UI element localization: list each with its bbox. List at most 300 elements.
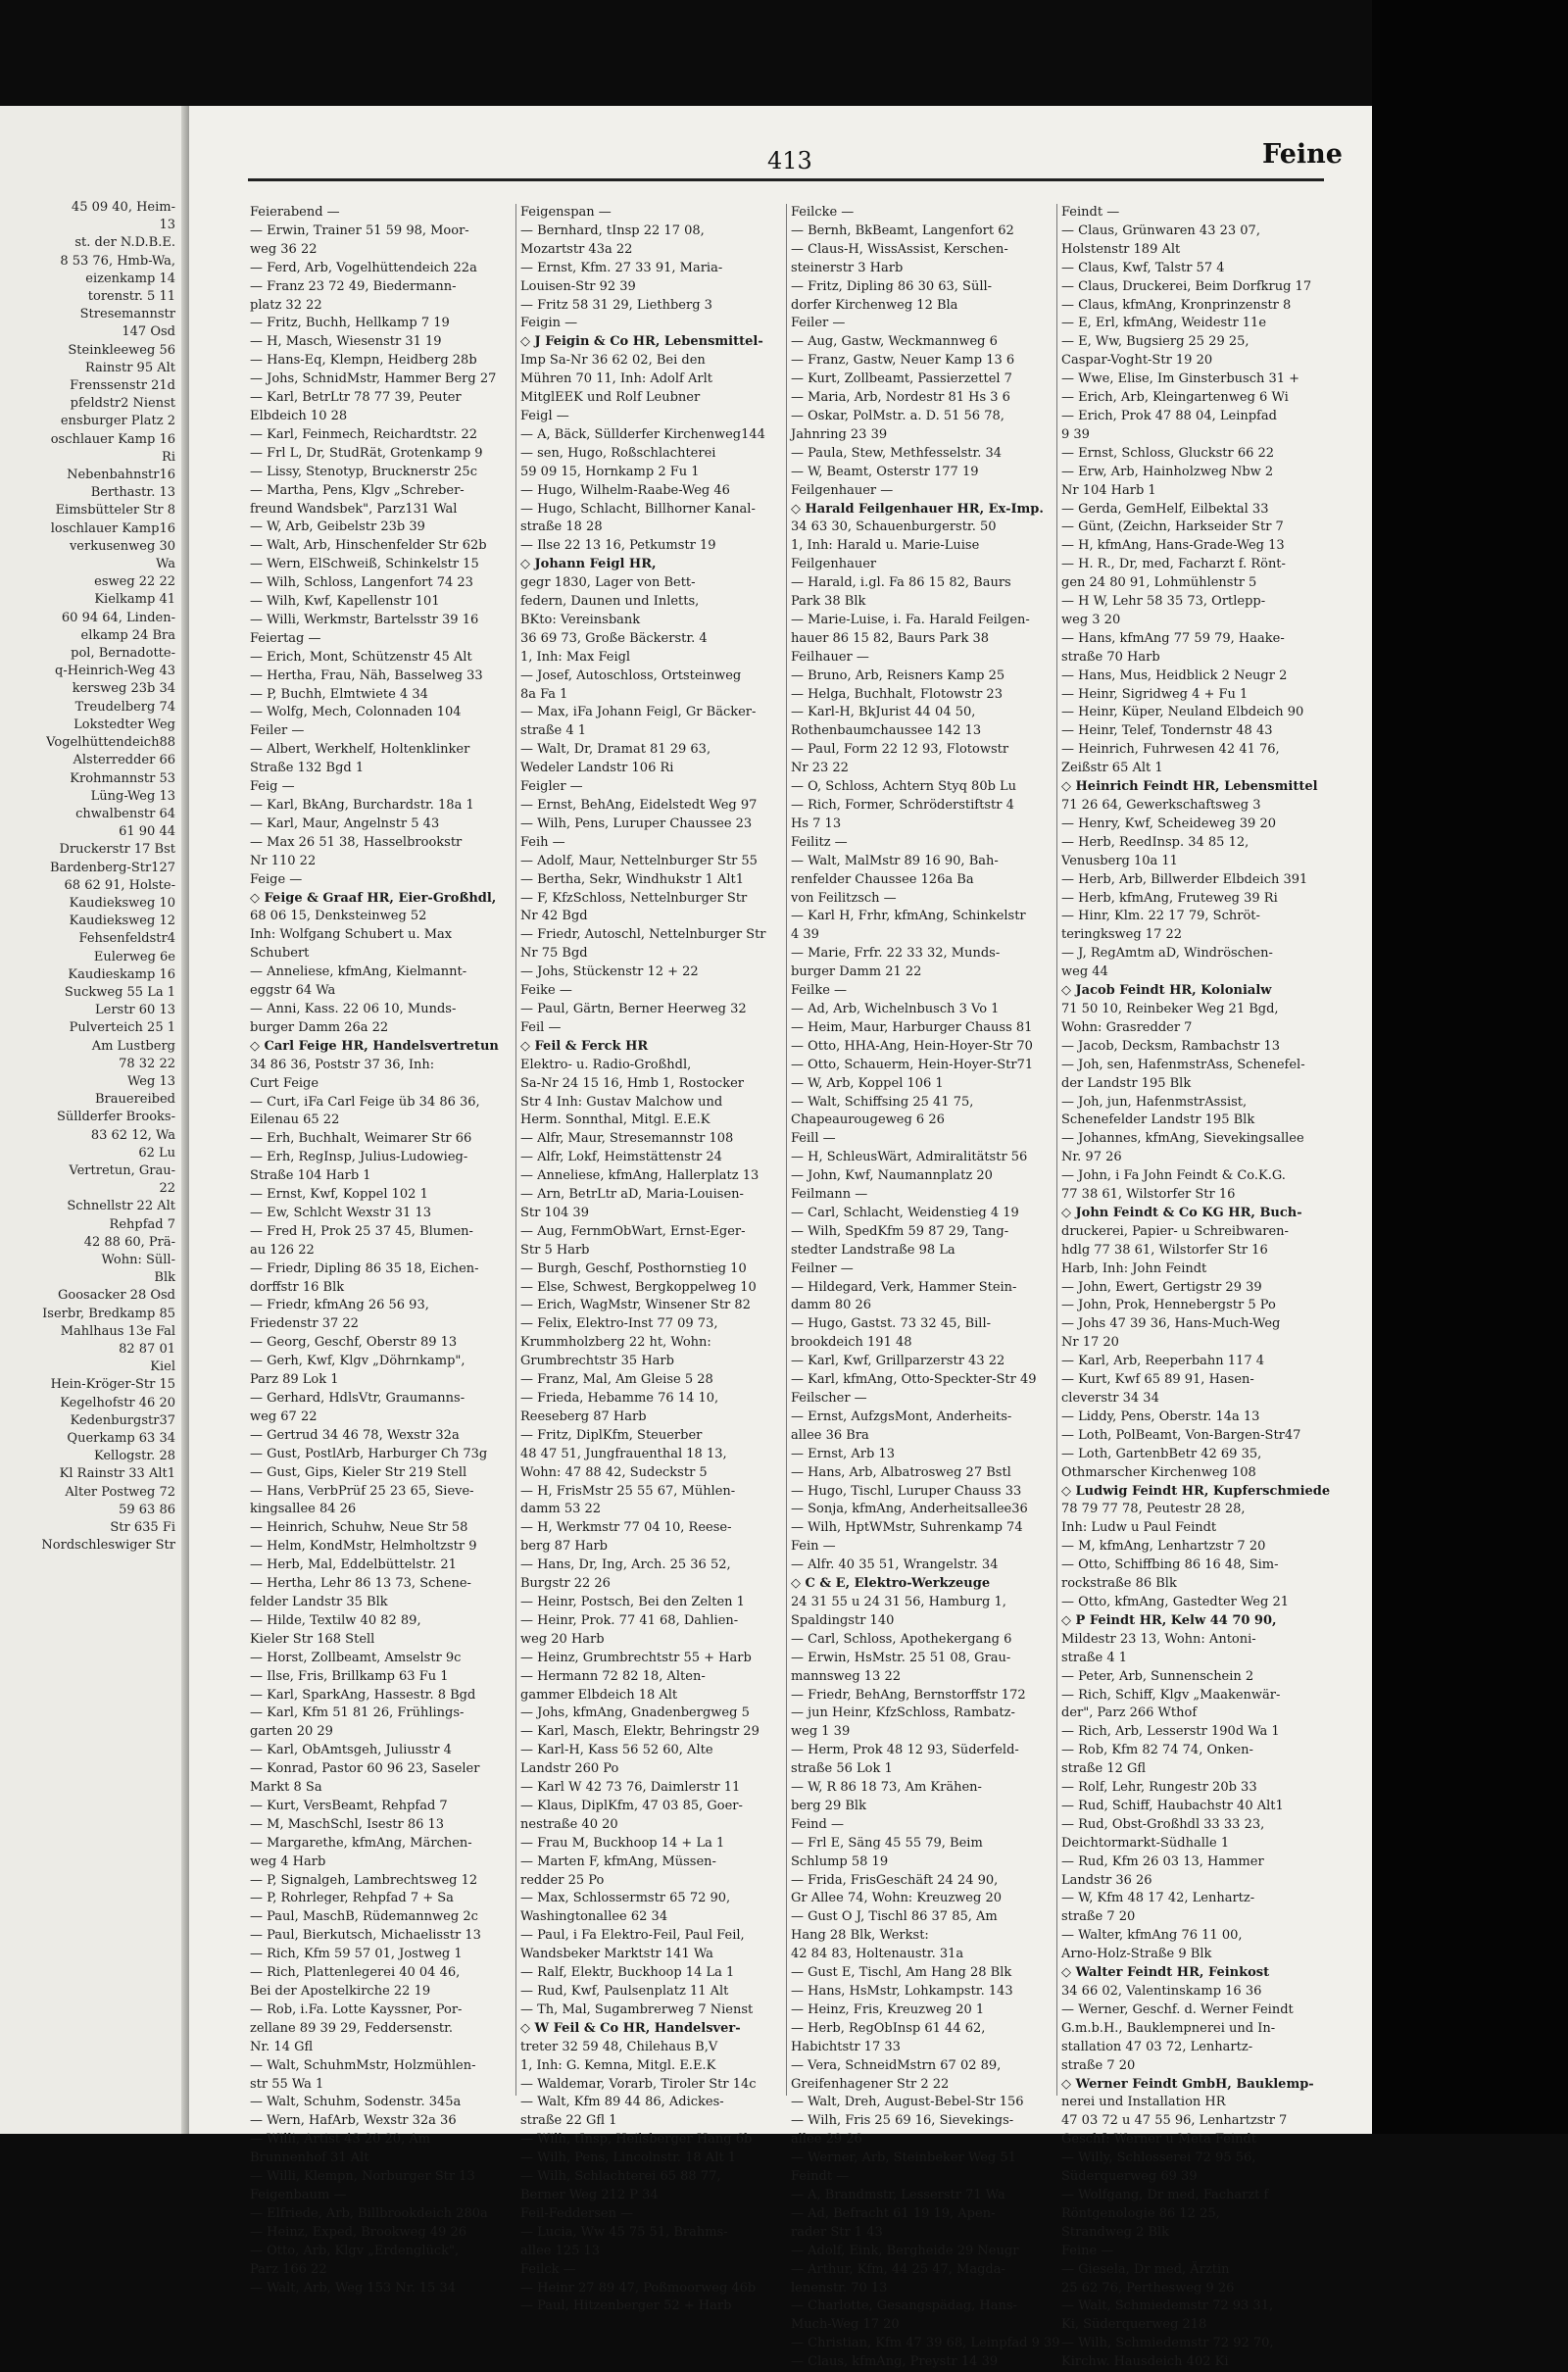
directory-entry: treter 32 59 48, Chilehaus B,V xyxy=(520,2039,718,2054)
directory-entry: Feigenbaum — xyxy=(250,2187,347,2202)
directory-entry: weg 44 xyxy=(1061,964,1108,980)
directory-entry: — Wolfgang, Dr med, Facharzt f xyxy=(1061,2187,1269,2202)
directory-entry: Mildestr 23 13, Wohn: Antoni- xyxy=(1061,1631,1256,1647)
directory-entry: — Johannes, kfmAng, Sievekingsallee xyxy=(1061,1131,1304,1147)
directory-entry: — J, RegAmtm aD, Windröschen- xyxy=(1061,946,1273,962)
directory-entry: Parz 89 Lok 1 xyxy=(250,1372,339,1388)
directory-entry: — Ad, Arb, Wichelnbusch 3 Vo 1 xyxy=(791,1001,1000,1016)
directory-entry: Feil-Feddersen — xyxy=(520,2205,634,2221)
directory-entry: Nr 75 Bgd xyxy=(520,946,588,962)
left-page-line: Fehsenfeldstr4 xyxy=(78,931,175,947)
directory-entry: Much-Weg 17 20 xyxy=(791,2317,900,2333)
directory-entry: ◇ J Feigin & Co HR, Lebensmittel- xyxy=(520,334,763,350)
directory-entry: — Ilse, Fris, Brillkamp 63 Fu 1 xyxy=(250,1668,449,1684)
directory-entry: — Karl, Kwf, Grillparzerstr 43 22 xyxy=(791,1354,1005,1369)
directory-entry: 68 06 15, Denksteinweg 52 xyxy=(250,909,427,924)
directory-entry: Jahnring 23 39 xyxy=(791,426,888,442)
directory-entry: — Marie, Frfr. 22 33 32, Munds- xyxy=(791,946,1001,962)
directory-entry: — Wwe, Elise, Im Ginsterbusch 31 + xyxy=(1061,371,1300,387)
directory-entry: Markt 8 Sa xyxy=(250,1780,322,1796)
left-page-line: 68 62 91, Holste- xyxy=(64,877,175,893)
directory-entry: — sen, Hugo, Roßschlachterei xyxy=(520,445,716,461)
directory-entry: — W, R 86 18 73, Am Krähen- xyxy=(791,1780,982,1796)
directory-entry: — Karl-H, Kass 56 52 60, Alte xyxy=(520,1743,713,1758)
left-page-line: elkamp 24 Bra xyxy=(80,627,175,643)
directory-entry: — A, Brandmstr, Lesserstr 71 Wa xyxy=(791,2187,1005,2202)
directory-entry: — Th, Mal, Sugambrerweg 7 Nienst xyxy=(520,2001,754,2017)
directory-entry: — Frl L, Dr, StudRät, Grotenkamp 9 xyxy=(250,445,483,461)
left-page-line: 22 xyxy=(159,1181,175,1197)
left-page-line: Kl Rainstr 33 Alt1 xyxy=(59,1466,175,1482)
directory-entry: von Feilitzsch — xyxy=(791,890,897,906)
left-page-line: Lüng-Weg 13 xyxy=(90,788,175,804)
directory-entry: — Johs, SchnidMstr, Hammer Berg 27 xyxy=(250,371,497,387)
directory-entry: — Wilh, Pens, Lincolnstr. 18 Alt 1 xyxy=(520,2150,736,2166)
directory-entry: Feige — xyxy=(250,871,303,887)
left-page-line: kersweg 23b 34 xyxy=(72,681,175,697)
directory-entry: — F, KfzSchloss, Nettelnburger Str xyxy=(520,890,748,906)
directory-entry: steinerstr 3 Harb xyxy=(791,260,904,275)
directory-entry: Feigl — xyxy=(520,408,569,423)
directory-entry: — Erich, Arb, Kleingartenweg 6 Wi xyxy=(1061,390,1289,406)
directory-entry: — P, Signalgeh, Lambrechtsweg 12 xyxy=(250,1872,478,1888)
directory-entry: — Georg, Geschf, Oberstr 89 13 xyxy=(250,1335,458,1351)
directory-entry: — Karl, Maur, Angelnstr 5 43 xyxy=(250,815,440,831)
directory-entry: — H, FrisMstr 25 55 67, Mühlen- xyxy=(520,1483,736,1499)
directory-entry: — H, kfmAng, Hans-Grade-Weg 13 xyxy=(1061,538,1285,554)
directory-entry: — Maria, Arb, Nordestr 81 Hs 3 6 xyxy=(791,390,1010,406)
directory-entry: Brunnenhof 31 Alt xyxy=(250,2150,369,2166)
directory-entry: — Walter, kfmAng 76 11 00, xyxy=(1061,1928,1243,1944)
directory-entry: 8a Fa 1 xyxy=(520,686,568,702)
directory-entry: — Bruno, Arb, Reisners Kamp 25 xyxy=(791,667,1005,683)
directory-entry: allee 29 26 xyxy=(791,2132,862,2148)
directory-entry: — Frida, FrisGeschäft 24 24 90, xyxy=(791,1872,999,1888)
directory-entry: — Anneliese, kfmAng, Hallerplatz 13 xyxy=(520,1168,760,1184)
directory-entry: str 55 Wa 1 xyxy=(250,2076,324,2092)
running-header: Feine xyxy=(1262,139,1343,170)
left-page-line: Vogelhüttendeich88 xyxy=(46,735,175,751)
directory-entry: — Claus, kfmAng, Preystr 14 39 xyxy=(791,2354,999,2370)
left-page-line: Schnellstr 22 Alt xyxy=(67,1199,175,1214)
directory-entry: gammer Elbdeich 18 Alt xyxy=(520,1687,678,1703)
left-page-line: Nebenbahnstr16 xyxy=(67,468,175,483)
directory-entry: — Willy, Schlosserei 72 95 56, xyxy=(1061,2150,1256,2166)
directory-entry: — Hans, kfmAng 77 59 79, Haake- xyxy=(1061,630,1285,646)
directory-entry: — Otto, Schauerm, Hein-Hoyer-Str71 xyxy=(791,1057,1034,1072)
directory-entry: — Heinrich, Fuhrwesen 42 41 76, xyxy=(1061,742,1280,758)
directory-entry: — Anneliese, kfmAng, Kielmannt- xyxy=(250,964,467,980)
directory-entry: — Karl, Arb, Reeperbahn 117 4 xyxy=(1061,1354,1264,1369)
directory-entry: — Alfr, Lokf, Heimstättenstr 24 xyxy=(520,1150,722,1165)
directory-entry: — Otto, HHA-Ang, Hein-Hoyer-Str 70 xyxy=(791,1038,1033,1054)
left-page-line: 45 09 40, Heim- xyxy=(71,200,175,215)
directory-entry: — Fred H, Prok 25 37 45, Blumen- xyxy=(250,1223,473,1239)
directory-entry: — Claus, Grünwaren 43 23 07, xyxy=(1061,222,1260,238)
left-page-line: eizenkamp 14 xyxy=(85,271,175,286)
directory-entry: — A, Bäck, Süllderfer Kirchenweg144 xyxy=(520,426,765,442)
directory-entry: Elbdeich 10 28 xyxy=(250,408,348,423)
directory-entry: — M, kfmAng, Lenhartzstr 7 20 xyxy=(1061,1539,1266,1555)
directory-entry: Grumbrechtstr 35 Harb xyxy=(520,1354,674,1369)
left-page-line: Frenssenstr 21d xyxy=(70,378,175,394)
directory-entry: 48 47 51, Jungfrauenthal 18 13, xyxy=(520,1446,727,1461)
left-page-line: Eulerweg 6e xyxy=(93,949,175,964)
directory-entry: Feilner — xyxy=(791,1260,854,1276)
directory-entry: — Rich, Former, Schröderstiftstr 4 xyxy=(791,798,1014,813)
directory-entry: Wohn: 47 88 42, Sudeckstr 5 xyxy=(520,1464,708,1480)
directory-entry: — Loth, PolBeamt, Von-Bargen-Str47 xyxy=(1061,1427,1301,1443)
directory-entry: — Walt, Dreh, August-Bebel-Str 156 xyxy=(791,2095,1024,2110)
directory-entry: — Friedr, Autoschl, Nettelnburger Str xyxy=(520,927,766,943)
directory-entry: Ki, Süderquerweg 218 xyxy=(1061,2317,1207,2333)
directory-entry: — Alfr, Maur, Stresemannstr 108 xyxy=(520,1131,734,1147)
directory-entry: Hs 7 13 xyxy=(791,815,842,831)
directory-entry: — Heinr, Telef, Tondernstr 48 43 xyxy=(1061,723,1273,739)
directory-entry: — Waldemar, Vorarb, Tiroler Str 14c xyxy=(520,2076,757,2092)
directory-entry: Wedeler Landstr 106 Ri xyxy=(520,761,674,776)
directory-entry: gegr 1830, Lager von Bett- xyxy=(520,575,696,591)
left-page-line: Weg 13 xyxy=(127,1073,175,1089)
directory-entry: 34 63 30, Schauenburgerstr. 50 xyxy=(791,519,997,535)
directory-entry: — Fritz, Dipling 86 30 63, Süll- xyxy=(791,278,993,294)
directory-entry: — Paul, Form 22 12 93, Flotowstr xyxy=(791,742,1009,758)
directory-entry: — Karl, Feinmech, Reichardtstr. 22 xyxy=(250,426,477,442)
directory-entry: — Ew, Schlcht Wexstr 31 13 xyxy=(250,1205,431,1220)
directory-entry: ◇ John Feindt & Co KG HR, Buch- xyxy=(1061,1205,1302,1220)
directory-entry: — Marten F, kfmAng, Müssen- xyxy=(520,1853,716,1869)
directory-entry: Feih — xyxy=(520,834,565,850)
directory-entry: — Herb, Mal, Eddelbüttelstr. 21 xyxy=(250,1557,457,1573)
directory-entry: — Helga, Buchhalt, Flotowstr 23 xyxy=(791,686,1003,702)
directory-entry: — John, i Fa John Feindt & Co.K.G. xyxy=(1061,1168,1286,1184)
directory-entry: — Rud, Obst-Großhdl 33 33 23, xyxy=(1061,1816,1265,1832)
left-page-line: Krohmannstr 53 xyxy=(70,770,175,786)
directory-entry: — Erwin, HsMstr. 25 51 08, Grau- xyxy=(791,1650,1011,1665)
directory-entry: — E, Erl, kfmAng, Weidestr 11e xyxy=(1061,316,1267,331)
directory-entry: — Ferd, Arb, Vogelhüttendeich 22a xyxy=(250,260,477,275)
left-page-line: chwalbenstr 64 xyxy=(75,806,175,821)
directory-entry: ◇ Werner Feindt GmbH, Bauklemp- xyxy=(1061,2076,1314,2092)
directory-entry: Str 104 39 xyxy=(520,1205,589,1220)
directory-entry: — Claus, Druckerei, Beim Dorfkrug 17 xyxy=(1061,278,1312,294)
directory-page xyxy=(189,106,1372,2370)
directory-entry: hdlg 77 38 61, Wilstorfer Str 16 xyxy=(1061,1242,1268,1258)
directory-entry: — Lissy, Stenotyp, Brucknerstr 25c xyxy=(250,464,477,479)
directory-entry: MitglEEK und Rolf Leubner xyxy=(520,390,701,406)
directory-entry: BKto: Vereinsbank xyxy=(520,612,641,627)
left-page-line: pol, Bernadotte- xyxy=(71,646,175,662)
left-page-line: Goosacker 28 Osd xyxy=(58,1288,175,1304)
directory-entry: 1, Inh: Max Feigl xyxy=(520,649,631,665)
directory-entry: — Otto, Arb, Klgv „Erdenglück", xyxy=(250,2243,460,2258)
directory-entry: Friedenstr 37 22 xyxy=(250,1316,359,1332)
directory-entry: Feigler — xyxy=(520,779,583,795)
directory-entry: 71 50 10, Reinbeker Weg 21 Bgd, xyxy=(1061,1001,1279,1016)
directory-entry: — Hugo, Wilhelm-Raabe-Weg 46 xyxy=(520,482,730,498)
header-rule xyxy=(248,178,1324,181)
left-page-line: 78 32 22 xyxy=(119,1056,175,1071)
directory-entry: — Karl W 42 73 76, Daimlerstr 11 xyxy=(520,1780,741,1796)
directory-entry: — Bernh, BkBeamt, Langenfort 62 xyxy=(791,222,1014,238)
directory-entry: — Wern, HafArb, Wexstr 32a 36 xyxy=(250,2113,457,2129)
directory-entry: straße 7 20 xyxy=(1061,1909,1136,1925)
directory-entry: federn, Daunen und Inletts, xyxy=(520,594,700,610)
directory-entry: — Josef, Autoschloss, Ortsteinweg xyxy=(520,667,742,683)
left-page-line: Kedenburgstr37 xyxy=(70,1412,175,1428)
directory-entry: Feilitz — xyxy=(791,834,848,850)
directory-entry: Feilcke — xyxy=(791,205,855,220)
directory-entry: straße 4 1 xyxy=(1061,1650,1128,1665)
directory-entry: stallation 47 03 72, Lenhartz- xyxy=(1061,2039,1253,2054)
directory-entry: — Heinr 27 89 47, Poßmoorweg 46b xyxy=(520,2280,757,2296)
directory-entry: weg 67 22 xyxy=(250,1408,318,1424)
directory-entry: — Hans, Arb, Albatrosweg 27 Bstl xyxy=(791,1464,1011,1480)
left-page-line: Wohn: Süll- xyxy=(101,1252,175,1267)
directory-entry: Schubert xyxy=(250,946,310,962)
directory-entry: — John, Prok, Hennebergstr 5 Po xyxy=(1061,1298,1276,1313)
left-page-line: Kaudieskamp 16 xyxy=(68,966,175,982)
directory-entry: Feilhauer — xyxy=(791,649,869,665)
scan-background xyxy=(1372,0,1568,2134)
directory-entry: — Walt, SchuhmMstr, Holzmühlen- xyxy=(250,2057,476,2073)
directory-entry: Str 4 Inh: Gustav Malchow und xyxy=(520,1094,723,1110)
directory-entry: ◇ W Feil & Co HR, Handelsver- xyxy=(520,2020,741,2036)
directory-entry: straße 70 Harb xyxy=(1061,649,1160,665)
directory-entry: der Landstr 195 Blk xyxy=(1061,1075,1192,1091)
directory-entry: — P, Buchh, Elmtwiete 4 34 xyxy=(250,686,428,702)
directory-entry: stedter Landstraße 98 La xyxy=(791,1242,956,1258)
directory-entry: — Hugo, Schlacht, Billhorner Kanal- xyxy=(520,501,756,517)
directory-entry: — Karl H, Frhr, kfmAng, Schinkelstr xyxy=(791,909,1026,924)
directory-entry: — Charlotte, Gesangspädag, Hans- xyxy=(791,2298,1017,2314)
left-page-line: 62 Lu xyxy=(138,1145,175,1161)
directory-entry: Inh: Wolfgang Schubert u. Max xyxy=(250,927,453,943)
directory-entry: Feierabend — xyxy=(250,205,340,220)
directory-entry: Feiler — xyxy=(791,316,846,331)
directory-entry: Nr 104 Harb 1 xyxy=(1061,482,1156,498)
left-page-line: Bardenberg-Str127 xyxy=(49,860,175,875)
directory-entry: burger Damm 21 22 xyxy=(791,964,922,980)
left-page-line: 82 87 01 xyxy=(119,1342,175,1357)
directory-entry: Reeseberg 87 Harb xyxy=(520,1408,647,1424)
directory-entry: — Hans, VerbPrüf 25 23 65, Sieve- xyxy=(250,1483,474,1499)
directory-entry: Elektro- u. Radio-Großhdl, xyxy=(520,1057,692,1072)
directory-entry: — W, Beamt, Osterstr 177 19 xyxy=(791,464,979,479)
left-page-line: Am Lustberg xyxy=(91,1038,175,1054)
directory-entry: Zeißstr 65 Alt 1 xyxy=(1061,761,1163,776)
directory-entry: damm 53 22 xyxy=(520,1502,602,1517)
directory-entry: — John, Kwf, Naumannplatz 20 xyxy=(791,1168,993,1184)
directory-entry: nestraße 40 20 xyxy=(520,1816,618,1832)
directory-entry: — Günt, (Zeichn, Harkseider Str 7 xyxy=(1061,519,1284,535)
directory-entry: — Erh, RegInsp, Julius-Ludowieg- xyxy=(250,1150,468,1165)
directory-entry: — Gust, PostlArb, Harburger Ch 73g xyxy=(250,1446,488,1461)
directory-entry: — Adolf, Eink, Bergheide 29 Neugr xyxy=(791,2243,1019,2258)
directory-entry: — Aug, Gastw, Weckmannweg 6 xyxy=(791,334,998,350)
directory-entry: straße 56 Lok 1 xyxy=(791,1761,893,1777)
left-page-line: oschlauer Kamp 16 xyxy=(50,431,175,447)
directory-entry: straße 22 Gfl 1 xyxy=(520,2113,617,2129)
directory-entry: — Christian, Kfm 47 39 68, Leinpfad 9 39 xyxy=(791,2336,1060,2351)
directory-entry: — Walt, Schiffsing 25 41 75, xyxy=(791,1094,974,1110)
left-page-line: pfeldstr2 Nienst xyxy=(70,396,175,412)
directory-entry: — Franz, Gastw, Neuer Kamp 13 6 xyxy=(791,353,1015,369)
directory-entry: allee 125 13 xyxy=(520,2243,601,2258)
directory-entry: ◇ P Feindt HR, Kelw 44 70 90, xyxy=(1061,1612,1277,1628)
directory-entry: — Wilh, tInsp, Heilsberger Hang 6b xyxy=(520,2132,753,2148)
directory-entry: nerei und Installation HR xyxy=(1061,2095,1226,2110)
directory-entry: — Albert, Werkhelf, Holtenklinker xyxy=(250,742,470,758)
left-page-line: 147 Osd xyxy=(122,324,175,340)
directory-entry: dorffstr 16 Blk xyxy=(250,1279,345,1295)
directory-entry: — Franz, Mal, Am Gleise 5 28 xyxy=(520,1372,713,1388)
directory-entry: — Heinz, Grumbrechtstr 55 + Harb xyxy=(520,1650,752,1665)
directory-entry: — Herm, Prok 48 12 93, Süderfeld- xyxy=(791,1743,1019,1758)
directory-entry: — Carl, Schloss, Apothekergang 6 xyxy=(791,1631,1012,1647)
left-page-line: Steinkleeweg 56 xyxy=(68,342,175,358)
left-page-line: Lokstedter Weg xyxy=(74,717,175,732)
directory-entry: Nr. 14 Gfl xyxy=(250,2039,314,2054)
directory-entry: — Johs, Stückenstr 12 + 22 xyxy=(520,964,699,980)
directory-entry: ◇ Walter Feindt HR, Feinkost xyxy=(1061,1965,1270,1981)
directory-entry: teringksweg 17 22 xyxy=(1061,927,1183,943)
directory-entry: — Gerh, Kwf, Klgv „Döhrnkamp", xyxy=(250,1354,466,1369)
left-page-line: Iserbr, Bredkamp 85 xyxy=(42,1306,175,1321)
directory-entry: straße 7 20 xyxy=(1061,2057,1136,2073)
directory-entry: Feilscher — xyxy=(791,1391,867,1406)
directory-entry: 34 66 02, Valentinskamp 16 36 xyxy=(1061,1984,1262,1999)
directory-entry: Harb, Inh: John Feindt xyxy=(1061,1260,1207,1276)
directory-entry: Curt Feige xyxy=(250,1075,319,1091)
directory-entry: Arno-Holz-Straße 9 Blk xyxy=(1061,1947,1212,1962)
directory-entry: Feil — xyxy=(520,1019,562,1035)
directory-entry: ◇ C & E, Elektro-Werkzeuge xyxy=(791,1576,991,1592)
directory-entry: — Rich, Schiff, Klgv „Maakenwär- xyxy=(1061,1687,1281,1703)
left-page-line: esweg 22 22 xyxy=(94,574,175,590)
directory-entry: — W, Arb, Koppel 106 1 xyxy=(791,1075,944,1091)
directory-entry: — Rob, i.Fa. Lotte Kayssner, Por- xyxy=(250,2001,463,2017)
directory-entry: — Harald, i.gl. Fa 86 15 82, Baurs xyxy=(791,575,1011,591)
directory-entry: — Ernst, Schloss, Gluckstr 66 22 xyxy=(1061,445,1275,461)
directory-entry: Straße 132 Bgd 1 xyxy=(250,761,365,776)
directory-entry: ◇ Heinrich Feindt HR, Lebensmittel xyxy=(1061,779,1318,795)
directory-entry: — Karl, BkAng, Burchardstr. 18a 1 xyxy=(250,798,474,813)
directory-entry: — Else, Schwest, Bergkoppelweg 10 xyxy=(520,1279,757,1295)
directory-entry: eggstr 64 Wa xyxy=(250,983,336,999)
directory-entry: — Walt, Arb, Hinschenfelder Str 62b xyxy=(250,538,487,554)
directory-entry: Fein — xyxy=(791,1539,836,1555)
directory-entry: Sa-Nr 24 15 16, Hmb 1, Rostocker xyxy=(520,1075,744,1091)
directory-entry: ◇ Feil & Ferck HR xyxy=(520,1038,649,1054)
directory-entry: Othmarscher Kirchenweg 108 xyxy=(1061,1464,1256,1480)
directory-entry: — Max, iFa Johann Feigl, Gr Bäcker- xyxy=(520,705,757,720)
directory-entry: felder Landstr 35 Blk xyxy=(250,1594,388,1609)
left-page-line: Kegelhofstr 46 20 xyxy=(60,1395,175,1410)
directory-entry: — W, Arb, Geibelstr 23b 39 xyxy=(250,519,425,535)
left-page-line: Kaudieksweg 12 xyxy=(69,914,175,929)
directory-entry: Landstr 260 Po xyxy=(520,1761,619,1777)
directory-entry: 77 38 61, Wilstorfer Str 16 xyxy=(1061,1187,1236,1203)
directory-entry: Mozartstr 43a 22 xyxy=(520,241,633,257)
directory-entry: Feike — xyxy=(520,983,572,999)
directory-entry: der", Parz 266 Wthof xyxy=(1061,1705,1198,1721)
directory-entry: 1, Inh: G. Kemna, Mitgl. E.E.K xyxy=(520,2057,716,2073)
directory-entry: — Erich, Mont, Schützenstr 45 Alt xyxy=(250,649,472,665)
directory-entry: Hang 28 Blk, Werkst: xyxy=(791,1928,929,1944)
directory-entry: ◇ Ludwig Feindt HR, Kupferschmiede xyxy=(1061,1483,1331,1499)
directory-entry: ◇ Jacob Feindt HR, Kolonialw xyxy=(1061,983,1272,999)
directory-entry: mannsweg 13 22 xyxy=(791,1668,901,1684)
directory-entry: Berner Weg 212 P 34 xyxy=(520,2187,659,2202)
directory-entry: Holstenstr 189 Alt xyxy=(1061,241,1181,257)
directory-entry: Feind — xyxy=(791,1816,844,1832)
directory-entry: — Rob, Kfm 82 74 74, Onken- xyxy=(1061,1743,1253,1758)
directory-entry: lenenstr. 70 13 xyxy=(791,2280,888,2296)
directory-entry: — Walt, Schuhm, Sodenstr. 345a xyxy=(250,2095,462,2110)
directory-entry: — Arn, BetrLtr aD, Maria-Louisen- xyxy=(520,1187,744,1203)
directory-entry: Feigenspan — xyxy=(520,205,612,220)
left-page-line: Blk xyxy=(154,1270,175,1286)
directory-entry: Chapeaurougeweg 6 26 xyxy=(791,1112,945,1128)
directory-entry: — Burgh, Geschf, Posthornstieg 10 xyxy=(520,1260,747,1276)
directory-entry: Feilmann — xyxy=(791,1187,868,1203)
directory-entry: — Giesela, Dr med, Ärztin xyxy=(1061,2261,1230,2277)
directory-entry: Park 38 Blk xyxy=(791,594,866,610)
directory-entry: — W, Kfm 48 17 42, Lenhartz- xyxy=(1061,1891,1255,1906)
directory-entry: — Wilh, Pens, Luruper Chaussee 23 xyxy=(520,815,753,831)
directory-entry: — Rich, Plattenlegerei 40 04 46, xyxy=(250,1965,461,1981)
directory-entry: Landstr 36 26 xyxy=(1061,1872,1152,1888)
directory-entry: — Ernst, BehAng, Eidelstedt Weg 97 xyxy=(520,798,758,813)
directory-entry: Feindt — xyxy=(791,2169,850,2185)
left-page-line: ensburger Platz 2 xyxy=(60,414,175,429)
directory-entry: 1, Inh: Harald u. Marie-Luise xyxy=(791,538,980,554)
directory-entry: brookdeich 191 48 xyxy=(791,1335,912,1351)
left-page-line: Berthastr. 13 xyxy=(90,485,175,501)
directory-entry: Bei der Apostelkirche 22 19 xyxy=(250,1984,431,1999)
left-page-line: 83 62 12, Wa xyxy=(90,1127,175,1143)
directory-entry: — Hermann 72 82 18, Alten- xyxy=(520,1668,706,1684)
directory-entry: 36 69 73, Große Bäckerstr. 4 xyxy=(520,630,708,646)
directory-entry: Str 5 Harb xyxy=(520,1242,590,1258)
directory-entry: au 126 22 xyxy=(250,1242,315,1258)
directory-entry: — Gertrud 34 46 78, Wexstr 32a xyxy=(250,1427,460,1443)
directory-entry: — Arthur, Kfm, 44 25 47, Magda- xyxy=(791,2261,1005,2277)
directory-entry: Feiertag — xyxy=(250,630,321,646)
directory-entry: straße 18 28 xyxy=(520,519,603,535)
directory-entry: — Marie-Luise, i. Fa. Harald Feilgen- xyxy=(791,612,1030,627)
left-page-line: 60 94 64, Linden- xyxy=(61,610,175,625)
directory-entry: Nr. 97 26 xyxy=(1061,1150,1122,1165)
left-page-line: Kellogstr. 28 xyxy=(93,1449,175,1464)
directory-entry: Feindt — xyxy=(1061,205,1120,220)
directory-entry: Feig — xyxy=(250,779,295,795)
left-page-line: 8 53 76, Hmb-Wa, xyxy=(60,253,175,269)
directory-entry: — O, Schloss, Achtern Styq 80b Lu xyxy=(791,779,1017,795)
left-page-line: Ri xyxy=(162,449,175,465)
directory-entry: — Johs 47 39 36, Hans-Much-Weg xyxy=(1061,1316,1281,1332)
directory-entry: — Elfriede, Arb, Billbrookdeich 280a xyxy=(250,2205,488,2221)
directory-entry: — Friedr, BehAng, Bernstorffstr 172 xyxy=(791,1687,1026,1703)
left-page-line: torenstr. 5 11 xyxy=(87,289,175,305)
directory-entry: Feiler — xyxy=(250,723,305,739)
directory-entry: Süderquerweg 69 39 xyxy=(1061,2169,1198,2185)
directory-entry: — Bernhard, tInsp 22 17 08, xyxy=(520,222,705,238)
directory-entry: Washingtonallee 62 34 xyxy=(520,1909,668,1925)
left-page-line: Alter Postweg 72 xyxy=(65,1484,175,1500)
column-divider xyxy=(786,204,787,2096)
